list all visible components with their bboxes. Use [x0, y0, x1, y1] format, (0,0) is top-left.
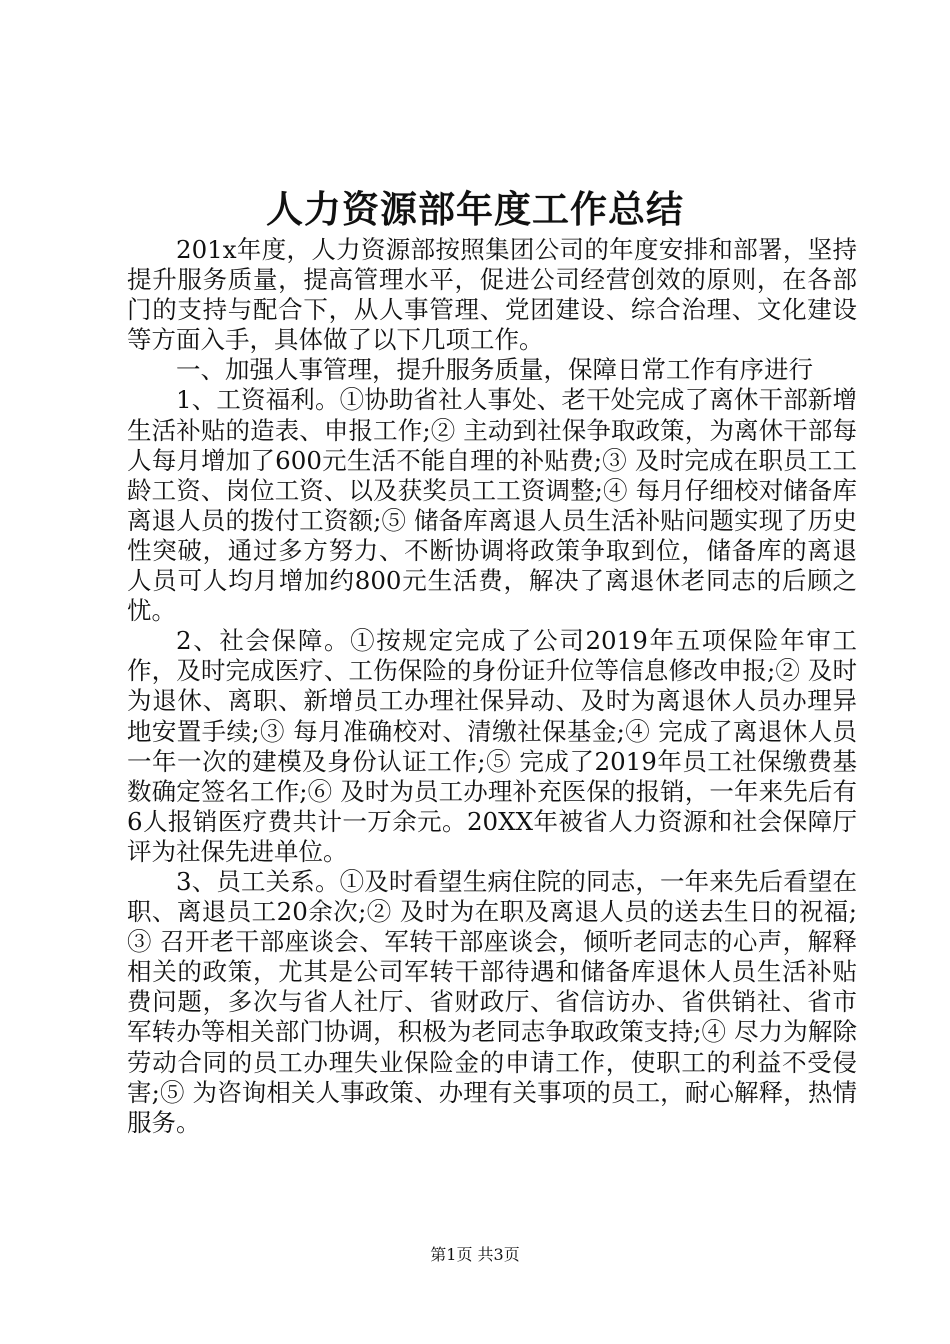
document-body — [127, 235, 857, 1138]
paragraph-social-security: 2、社会保障。①按规定完成了公司2019年五项保险年审工作，及时完成医疗、工伤保险的身份证升位等信息修改申报;② 及时为退休、离职、新增员工办理社保异动、及时为离退休人员办理异地安置手续;③ 每月准确校对、清缴社保基金;④ 完成了离退休人员一年一次的建模及身份认证工作;⑤ 完成了2019年员工社保缴费基数确定签名工作;⑥ 及时为员工办理补充医保的报销，一年来先后有6人报销医疗费共计一万余元。20XX年被省人力资源和社会保障厅评为社保先进单位。 — [127, 626, 857, 866]
paragraph-salary-welfare: 1、工资福利。①协助省社人事处、老干处完成了离休干部新增生活补贴的造表、申报工作;② 主动到社保争取政策，为离休干部每人每月增加了600元生活不能自理的补贴费;③ 及时完成在职员工工龄工资、岗位工资、以及获奖员工工资调整;④ 每月仔细校对储备库离退人员的拨付工资额;⑤ 储备库离退人员生活补贴问题实现了历史性突破，通过多方努力、不断协调将政策争取到位，储备库的离退人员可人均月增加约800元生活费，解决了离退休老同志的后顾之忧。 — [127, 385, 857, 626]
paragraph-intro: 201x年度，人力资源部按照集团公司的年度安排和部署，坚持提升服务质量，提高管理水平，促进公司经营创效的原则，在各部门的支持与配合下，从人事管理、党团建设、综合治理、文化建设等方面入手，具体做了以下几项工作。 — [127, 235, 857, 355]
page-number: 第1页 共3页 — [430, 1245, 520, 1264]
paragraph-employee-relations: 3、员工关系。①及时看望生病住院的同志，一年来先后看望在职、离退员工20余次;② 及时为在职及离退人员的送去生日的祝福;③ 召开老干部座谈会、军转干部座谈会，倾听老同志的心声，解释相关的政策，尤其是公司军转干部待遇和储备库退休人员生活补贴费问题，多次与省人社厅、省财政厅、省信访办、省供销社、省市军转办等相关部门协调，积极为老同志争取政策支持;④ 尽力为解除劳动合同的员工办理失业保险金的申请工作，使职工的利益不受侵害;⑤ 为咨询相关人事政策、办理有关事项的员工，耐心解释，热情服务。 — [127, 866, 857, 1137]
document-title: 人力资源部年度工作总结 — [266, 187, 684, 231]
section-heading-1: 一、加强人事管理，提升服务质量，保障日常工作有序进行 — [176, 355, 813, 385]
